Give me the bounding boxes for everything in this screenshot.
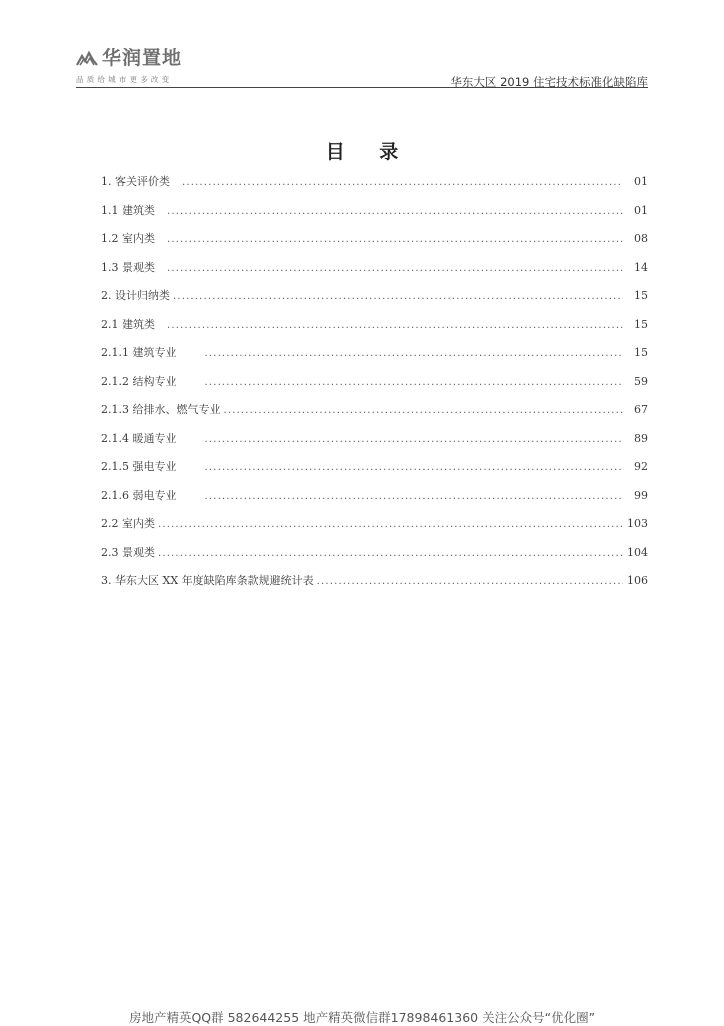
toc-dot-leader: [317, 573, 623, 591]
toc-entry-label: 2.1.5 强电专业: [101, 460, 177, 473]
toc-entry[interactable]: [101, 430, 648, 459]
toc-title: 目 录: [325, 141, 413, 163]
toc-entry-page: 01: [634, 203, 648, 217]
logo-name: 华润置地: [102, 47, 183, 69]
toc-entry-page: 104: [627, 545, 648, 559]
toc-entry-label: 2.1.6 弱电专业: [101, 488, 177, 502]
toc-entry-page: 67: [634, 403, 648, 416]
toc-dot-leader: [167, 317, 623, 335]
logo-mountain-icon: [76, 49, 98, 67]
toc-entry[interactable]: [101, 458, 648, 487]
toc-dot-leader: [182, 174, 623, 192]
toc-entry-label: 1.3 景观类: [101, 260, 155, 274]
toc-entry-label: 1.1 建筑类: [101, 203, 155, 217]
toc-dot-leader: [167, 203, 623, 221]
toc-entry[interactable]: [101, 316, 648, 345]
company-logo: [76, 48, 182, 68]
toc-entry-page: 15: [634, 346, 648, 359]
toc-entry-page: 15: [634, 289, 648, 302]
toc-entry[interactable]: [101, 487, 648, 516]
toc-dot-leader: [205, 431, 624, 449]
toc-entry-label: 2.1 建筑类: [101, 317, 155, 331]
toc-entry-label: 2. 设计归纳类: [101, 289, 170, 302]
table-of-contents: [101, 173, 648, 601]
toc-entry-label: 2.2 室内类: [101, 517, 155, 530]
toc-dot-leader: [205, 345, 624, 363]
toc-dot-leader: [167, 231, 623, 249]
toc-dot-leader: [224, 402, 624, 420]
page-footer: 房地产精英QQ群 582644255 地产精英微信群17898461360 关注公众号“优化圈”: [128, 1010, 596, 1025]
toc-entry-page: 92: [634, 460, 648, 473]
toc-entry-label: 2.1.3 给排水、燃气专业: [101, 403, 221, 416]
toc-entry-label: 2.3 景观类: [101, 545, 155, 559]
document-header-title: 华东大区 2019 住宅技术标准化缺陷库: [450, 75, 648, 89]
toc-entry-label: 3. 华东大区 XX 年度缺陷库条款规避统计表: [101, 574, 314, 587]
toc-dot-leader: [158, 545, 623, 563]
toc-entry-page: 15: [634, 317, 648, 331]
toc-entry-page: 08: [634, 232, 648, 245]
toc-entry-page: 106: [627, 574, 648, 587]
toc-entry[interactable]: [101, 287, 648, 316]
toc-entry[interactable]: [101, 344, 648, 373]
toc-entry-label: 2.1.2 结构专业: [101, 374, 177, 388]
toc-entry-label: 1.2 室内类: [101, 232, 155, 245]
toc-entry[interactable]: [101, 202, 648, 231]
logo-slogan: 品质给城市更多改变: [76, 75, 173, 84]
toc-entry[interactable]: [101, 373, 648, 402]
page-header: [76, 48, 648, 90]
toc-entry-label: 2.1.1 建筑专业: [101, 346, 177, 359]
toc-entry-page: 99: [634, 488, 648, 502]
toc-entry[interactable]: [101, 259, 648, 288]
toc-dot-leader: [205, 374, 624, 392]
toc-entry[interactable]: [101, 173, 648, 202]
toc-entry[interactable]: [101, 230, 648, 259]
toc-entry-page: 59: [634, 374, 648, 388]
toc-dot-leader: [205, 488, 624, 506]
toc-entry[interactable]: [101, 544, 648, 573]
toc-entry-page: 89: [634, 431, 648, 445]
toc-entry[interactable]: [101, 515, 648, 544]
header-divider: [76, 87, 648, 88]
toc-dot-leader: [167, 260, 623, 278]
toc-entry[interactable]: [101, 572, 648, 601]
toc-dot-leader: [205, 459, 624, 477]
toc-entry-page: 14: [634, 260, 648, 274]
toc-entry-label: 1. 客关评价类: [101, 175, 170, 188]
toc-entry-label: 2.1.4 暖通专业: [101, 431, 177, 445]
toc-entry[interactable]: [101, 401, 648, 430]
toc-entry-page: 103: [627, 517, 648, 530]
toc-dot-leader: [173, 288, 623, 306]
toc-entry-page: 01: [634, 175, 648, 188]
toc-dot-leader: [158, 516, 623, 534]
